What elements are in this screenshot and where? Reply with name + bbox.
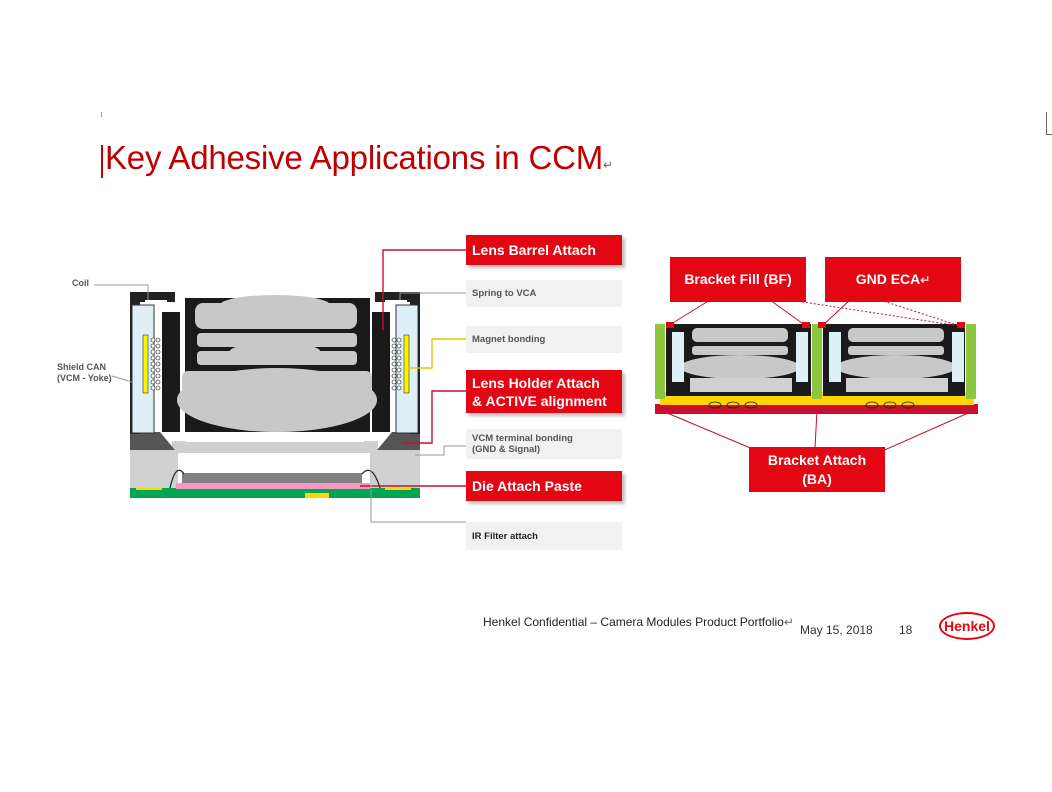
leader-ba-2	[815, 410, 817, 448]
pcb-pad-center	[305, 493, 329, 498]
magnet-left	[143, 335, 148, 393]
die-attach-paste	[176, 483, 370, 489]
callout-magnet-bonding	[466, 326, 622, 353]
callout-lens-holder-attach-line1: Lens Holder Attach	[472, 374, 600, 391]
paragraph-mark: ↵	[603, 158, 613, 172]
holder-top	[186, 432, 364, 442]
callout-die-attach-paste	[466, 471, 622, 501]
leader-vcm-terminal	[415, 446, 466, 455]
leader-bf-2	[770, 300, 806, 326]
callout-spring-to-vca-text: Spring to VCA	[472, 288, 537, 299]
holder-bridge	[172, 441, 378, 453]
footer-confidential-text: Henkel Confidential – Camera Modules Product Portfolio	[483, 615, 784, 629]
dual-cam-bracket-green-mid	[812, 324, 822, 399]
label-bracket-attach-line1: Bracket Attach	[767, 451, 867, 468]
module-1-coil	[672, 332, 684, 382]
label-gnd-eca	[825, 257, 961, 302]
lens-carrier-left	[162, 312, 180, 432]
spring-right	[385, 300, 407, 305]
module-1-holder	[690, 378, 792, 392]
module-1-coil-r	[796, 332, 808, 382]
footer-date: May 15, 2018	[800, 623, 873, 637]
footer-para-mark: ↵	[783, 615, 794, 629]
module-2-coil-r	[952, 332, 964, 382]
gnd-eca-para-mark: ↵	[920, 272, 931, 287]
holder-base-left	[130, 450, 178, 488]
pcb-board	[130, 488, 420, 498]
module-1-lens-b	[692, 346, 788, 355]
leader-bf-3	[790, 300, 960, 326]
lens-carrier-right	[372, 312, 390, 432]
lens-dome	[220, 295, 330, 315]
lens-bottom	[177, 368, 377, 432]
henkel-logo	[939, 612, 995, 640]
label-gnd-eca-text	[825, 270, 961, 290]
callout-spring-to-vca	[466, 280, 622, 307]
callout-vcm-terminal-line2: (GND & Signal)	[472, 444, 541, 455]
holder-base-right	[372, 450, 420, 488]
holder-slope-right	[377, 432, 420, 450]
callout-die-attach-paste-text: Die Attach Paste	[472, 478, 582, 494]
module-2-lens-b	[848, 346, 944, 355]
callout-lens-barrel-attach-text: Lens Barrel Attach	[472, 242, 596, 258]
callout-vcm-terminal-line1: VCM terminal bonding	[472, 433, 573, 444]
label-bracket-attach-line2: (BA)	[802, 470, 832, 487]
module-2-lens-a	[848, 328, 944, 342]
dual-cam-bracket-green-right	[966, 324, 976, 399]
leader-ba-1	[660, 410, 760, 452]
label-shield-can-line2: (VCM - Yoke)	[57, 373, 112, 383]
leader-gnd-2	[880, 300, 960, 326]
module-2-holder	[846, 378, 948, 392]
callout-ir-filter-attach-text: IR Filter attach	[472, 530, 538, 542]
callout-vcm-terminal-bonding	[466, 429, 622, 459]
module-2-coil	[829, 332, 841, 382]
label-bracket-attach	[749, 447, 885, 492]
module-2-lens-c	[836, 355, 956, 379]
module-1-lens-c	[680, 355, 800, 379]
callout-magnet-bonding-text: Magnet bonding	[472, 334, 546, 345]
spring-left	[145, 300, 167, 305]
sensor-die	[182, 473, 362, 483]
magnet-right	[404, 335, 409, 393]
label-shield-can-line1: Shield CAN	[57, 362, 107, 372]
callout-lens-holder-attach	[466, 370, 622, 413]
dual-cam-bracket-green-left	[655, 324, 665, 399]
callout-lens-barrel-attach	[466, 235, 622, 265]
leader-ba-3	[880, 410, 975, 452]
page-number: 18	[899, 623, 913, 637]
label-bracket-fill	[670, 257, 806, 302]
henkel-logo-text: Henkel	[944, 618, 990, 634]
slide-title-text: Key Adhesive Applications in CCM	[105, 139, 604, 176]
bracket-fill-dot-4	[957, 322, 965, 328]
lens-element-3-curve	[230, 343, 320, 359]
callout-lens-holder-attach-line2: & ACTIVE alignment	[472, 392, 607, 409]
label-bracket-fill-text: Bracket Fill (BF)	[684, 271, 792, 287]
callout-ir-filter-attach	[466, 522, 622, 550]
module-1-lens-a	[692, 328, 788, 342]
footer-confidential	[483, 615, 794, 629]
leader-gnd-1	[822, 300, 850, 326]
holder-slope-left	[130, 432, 175, 450]
label-shield-can	[57, 362, 112, 384]
label-gnd-eca-value: GND ECA	[855, 270, 921, 287]
label-coil: Coil	[72, 278, 89, 288]
leader-bf-1	[668, 300, 710, 326]
leader-shield	[112, 376, 132, 382]
leader-lens-barrel	[383, 250, 466, 330]
coil-winding-left	[151, 338, 160, 390]
bracket-fill-dot-2	[802, 322, 810, 328]
